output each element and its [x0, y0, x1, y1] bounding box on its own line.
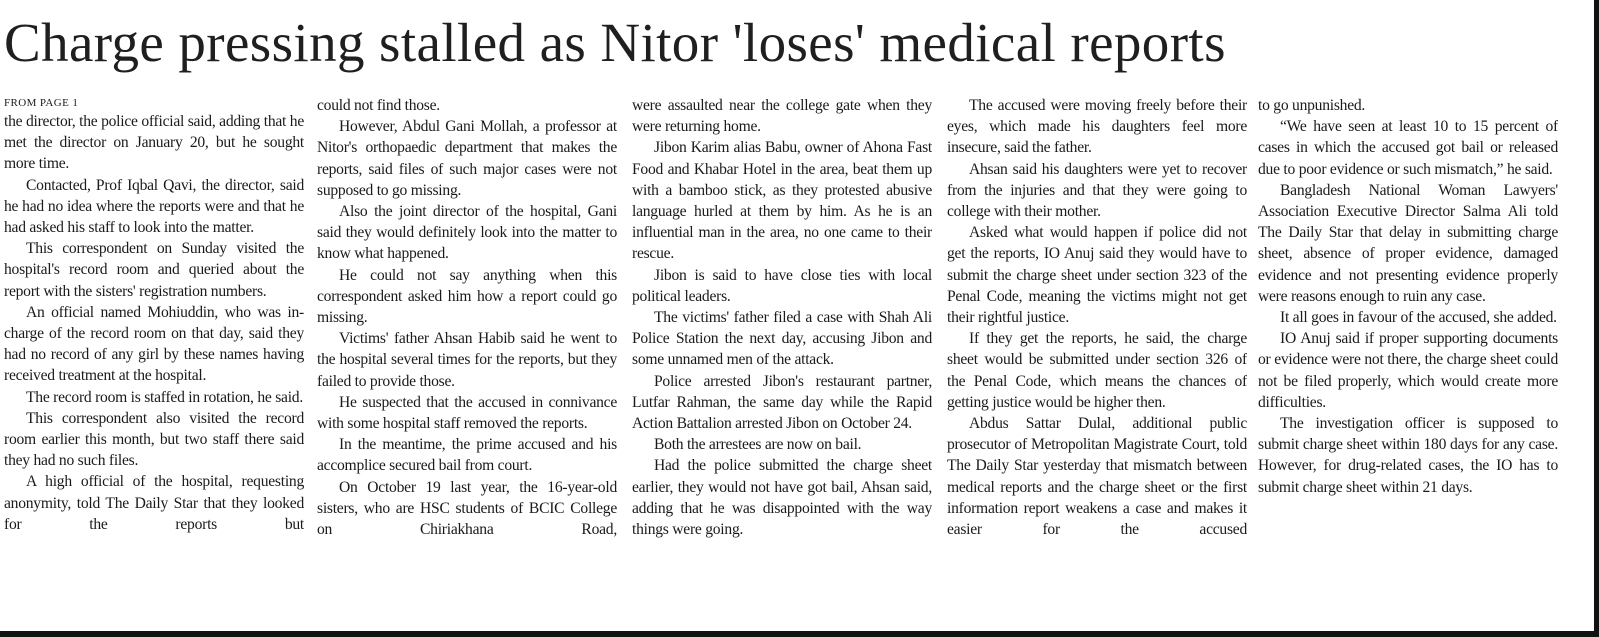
paragraph: A high official of the hospital, requesting anonymity, told The Daily Star that they looked for the reports but — [4, 473, 304, 533]
article-column-4 — [947, 95, 1247, 630]
paragraph: The investigation officer is supposed to submit charge sheet within 180 days for any case. However, for drug-related cases, the IO has to submit charge sheet within 21 days. — [1258, 415, 1558, 496]
paragraph: Both the arrestees are now on bail. — [654, 436, 862, 454]
paragraph: The victims' father filed a case with Shah Ali Police Station the next day, accusing Jibon and some unnamed men of the attack. — [632, 309, 932, 369]
paragraph: Contacted, Prof Iqbal Qavi, the director, said he had no idea where the reports were and that he had asked his staff to look into the matter. — [4, 176, 304, 237]
paragraph: An official named Mohiuddin, who was in-charge of the record room on that day, said they had no record of any girl by these names having received treatment at the hospital. — [4, 303, 304, 385]
paragraph: “We have seen at least 10 to 15 percent of cases in which the accused got bail or released due to poor evidence or such mismatch,” he said. — [1258, 118, 1558, 178]
article-column-1 — [4, 94, 304, 629]
paragraph: Had the police submitted the charge sheet earlier, they would not have got bail, Ahsan said, adding that he was disappointed with the way things were going. — [632, 457, 932, 539]
paragraph: Police arrested Jibon's restaurant partner, Lutfar Rahman, the same day while the Rapid Action Battalion arrested Jibon on October 24. — [632, 372, 932, 433]
paragraph: Bangladesh National Woman Lawyers' Association Executive Director Salma Ali told The Daily Star that delay in submitting charge sheet, absence of proper evidence, damaged evidence and not presenting evidence properly were reasons enough to ruin any case. — [1258, 181, 1558, 305]
paragraph: However, Abdul Gani Mollah, a professor at Nitor's orthopaedic department that makes the reports, said files of such major cases were not supposed to go missing. — [317, 118, 617, 199]
article-column-3 — [632, 95, 932, 630]
paragraph: were assaulted near the college gate when they were returning home. — [632, 97, 932, 136]
paragraph: Victims' father Ahsan Habib said he went to the hospital several times for the reports, but they failed to provide those. — [317, 330, 617, 390]
jump-label: FROM PAGE 1 — [4, 97, 79, 109]
paragraph: The accused were moving freely before their eyes, which made his daughters feel more insecure, said the father. — [947, 97, 1247, 157]
paragraph: The record room is staffed in rotation, he said. — [26, 388, 303, 406]
paragraph: Ahsan said his daughters were yet to recover from the injuries and that they were going to college with their mother. — [947, 160, 1247, 221]
paragraph: It all goes in favour of the accused, she added. — [1280, 309, 1557, 327]
paragraph: On October 19 last year, the 16-year-old sisters, who are HSC students of BCIC College on Chiriakhana Road, — [317, 478, 617, 539]
paragraph: This correspondent also visited the record room earlier this month, but two staff there said they had no such files. — [4, 409, 304, 470]
paragraph: He suspected that the accused in connivance with some hospital staff removed the reports. — [317, 393, 617, 433]
paragraph: to go unpunished. — [1258, 97, 1366, 114]
paragraph: Jibon is said to have close ties with local political leaders. — [632, 266, 932, 305]
article-column-2 — [317, 95, 617, 630]
paragraph: Asked what would happen if police did not get the reports, IO Anuj said they would have to submit the charge sheet under section 323 of the Penal Code, meaning the victims might not get their rightful justice. — [947, 224, 1247, 327]
paragraph: In the meantime, the prime accused and his accomplice secured bail from court. — [317, 436, 617, 475]
headline: Charge pressing stalled as Nitor 'loses' medical reports — [4, 12, 1226, 73]
paragraph: could not find those. — [317, 97, 440, 114]
paragraph: Abdus Sattar Dulal, additional public prosecutor of Metropolitan Magistrate Court, told The Daily Star yesterday that mismatch between medical reports and the charge sheet or the first information report weakens a case and makes it easier for the accused — [947, 415, 1247, 539]
paragraph: He could not say anything when this correspondent asked him how a report could go missing. — [317, 266, 617, 327]
paragraph: the director, the police official said, adding that he met the director on January 20, but he sought more time. — [4, 113, 304, 173]
article-column-5 — [1258, 95, 1558, 630]
paragraph: Jibon Karim alias Babu, owner of Ahona Fast Food and Khabar Hotel in the area, beat them up with a bamboo stick, as they protested abusive language hurled at them by him. As he is an influential man in the area, no one came to their rescue. — [632, 139, 932, 263]
paragraph: Also the joint director of the hospital, Gani said they would definitely look into the matter to know what happened. — [317, 203, 617, 263]
paragraph: This correspondent on Sunday visited the hospital's record room and queried about the report with the sisters' registration numbers. — [4, 240, 304, 300]
scan-edge-bottom — [0, 631, 1599, 637]
paragraph: IO Anuj said if proper supporting documents or evidence were not there, the charge sheet could not be filed properly, which would create more difficulties. — [1258, 330, 1558, 411]
scan-edge-right — [1594, 0, 1599, 637]
paragraph: If they get the reports, he said, the charge sheet would be submitted under section 326 of the Penal Code, which means the chances of getting justice would be higher then. — [947, 330, 1247, 411]
